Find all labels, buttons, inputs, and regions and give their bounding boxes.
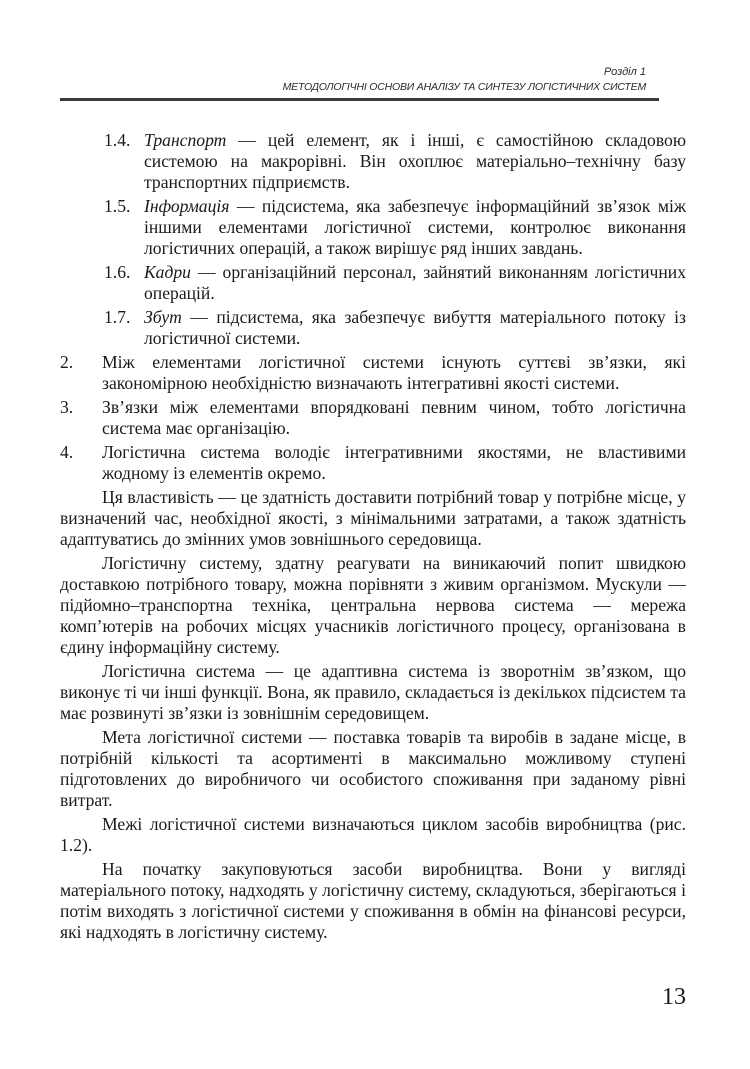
list-item-2 (60, 352, 686, 394)
paragraph: Межі логістичної системи визначаються циклом засобів виробництва (рис. 1.2). (60, 814, 686, 855)
list-item-1-7 (60, 307, 686, 349)
list-text: Зв’язки між елементами впорядковані певним чином, тобто логістична система має організацію. (102, 397, 686, 438)
list-term: Кадри (144, 262, 191, 282)
paragraph: Логістична система — це адаптивна система із зворотнім зв’язком, що виконує ті чи інші функції. Вона, як правило, складається із декількох підсистем та має розвинуті зв’язки із зовнішнім середовищем. (60, 661, 686, 723)
paragraph: Мета логістичної системи — поставка товарів та виробів в задане місце, в потрібній кількості та асортименті в максимально можливому ступені підготовлених до виробничого чи особистого споживання при заданому рівні витрат. (60, 727, 686, 810)
list-item-1-5 (60, 196, 686, 259)
paragraph: Логістичну систему, здатну реагувати на виникаючий попит швидкою доставкою потрібного товару, можна порівняти з живим організмом. Мускули — підйомно–транспортна техніка, центральна нервова система — мережа комп’ютерів на робочих місцях учасників логістичного процесу, організована в єдину інформаційну систему. (60, 553, 686, 657)
list-number: 4. (60, 442, 74, 462)
list-text: Логістична система володіє інтегративними якостями, не властивими жодному із елементів окремо. (102, 442, 686, 483)
list-text: — підсистема, яка забезпечує інформаційний зв’язок між іншими елементами логістичної системи, контролює виконання логістичних операцій, а також вирішує ряд інших завдань. (144, 196, 686, 258)
list-number: 1.5. (104, 196, 131, 216)
running-header-title: МЕТОДОЛОГІЧНІ ОСНОВИ АНАЛІЗУ ТА СИНТЕЗУ ЛОГІСТИЧНИХ СИСТЕМ (282, 81, 646, 93)
list-number: 1.6. (104, 262, 131, 282)
paragraph: На початку закуповуються засоби виробництва. Вони у вигляді матеріального потоку, надходять у логістичну систему, складуються, зберігаються і потім виходять з логістичної системи у споживання в обмін на фінансові ресурси, які надходять в логістичну систему. (60, 859, 686, 942)
list-number: 1.4. (104, 130, 131, 150)
running-header-section: Розділ 1 (603, 66, 646, 78)
list-term: Інформація (144, 196, 230, 216)
list-item-3 (60, 397, 686, 439)
paragraph: Ця властивість — це здатність доставити потрібний товар у потрібне місце, у визначений час, необхідної якості, з мінімальними затратами, а також здатність адаптуватись до змінних умов зовнішнього середовища. (60, 487, 686, 549)
list-text: Між елементами логістичної системи існують суттєві зв’язки, які закономірною необхідністю визначають інтегративні якості системи. (102, 352, 686, 393)
page-number: 13 (662, 984, 686, 1010)
list-number: 3. (60, 397, 74, 417)
list-item-1-6 (60, 262, 686, 304)
list-item-4 (60, 442, 686, 484)
list-number: 1.7. (104, 307, 131, 327)
page-body (60, 130, 686, 946)
list-text: — цей елемент, як і інші, є самостійною складовою системою на макрорівні. Він охоплює матеріально–технічну базу транспортних підприємств. (144, 130, 686, 192)
list-term: Збут (144, 307, 182, 327)
list-text: — підсистема, яка забезпечує вибуття матеріального потоку із логістичної системи. (144, 307, 686, 348)
header-rule (60, 98, 659, 101)
list-term: Транспорт (144, 130, 227, 150)
list-text: — організаційний персонал, зайнятий виконанням логістичних операцій. (144, 262, 686, 303)
list-item-1-4 (60, 130, 686, 193)
list-number: 2. (60, 352, 74, 372)
